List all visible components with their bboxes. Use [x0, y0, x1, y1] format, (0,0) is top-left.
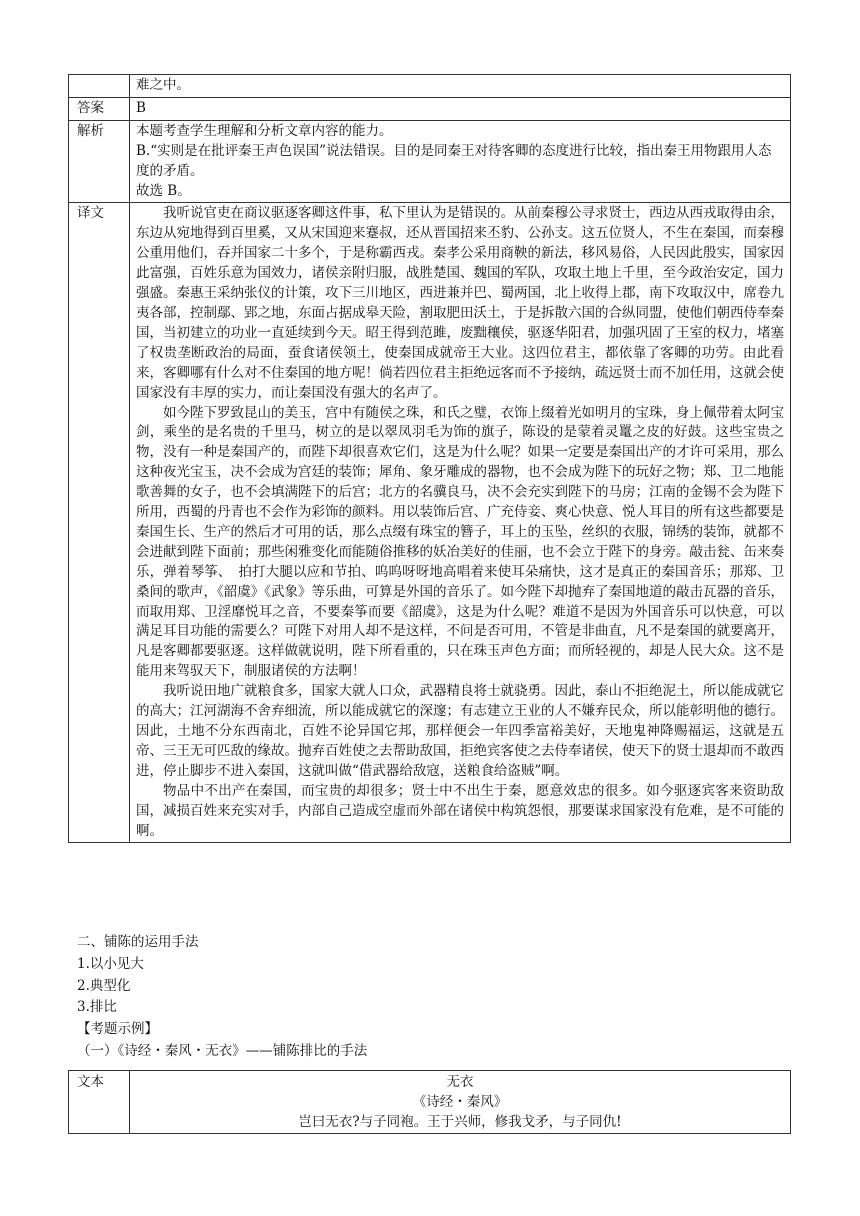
analysis-cell — [130, 120, 791, 203]
analysis-line: B.“实则是在批评秦王声色误国”说法错误。目的是同秦王对待客卿的态度进行比较，指出秦王用物跟用人态度的矛盾。 — [136, 142, 772, 179]
table-row — [69, 120, 791, 203]
section-heading: 二、铺陈的运用手法 — [77, 934, 199, 950]
poem-source: 《诗经・秦风》 — [412, 1094, 508, 1110]
example-table — [68, 1070, 791, 1134]
list-item: 3.排比 — [77, 999, 117, 1016]
continued-text-cell: 难之中。 — [130, 75, 791, 98]
table-row — [69, 1071, 791, 1134]
empty-label-cell — [69, 75, 130, 98]
translation-label: 译文 — [69, 203, 130, 843]
table-row — [69, 97, 791, 120]
example-heading: 【考题示例】 — [77, 1021, 158, 1038]
analysis-line: 故选 B。 — [136, 182, 191, 199]
translation-paragraph: 我听说田地广就粮食多，国家大就人口众，武器精良将士就骁勇。因此，泰山不拒绝泥土，所以能成就它的高大；江河湖海不舍弃细流，所以能成就它的深邃；有志建立王业的人不嫌弃民众，所以能彰明他的德行。因此，土地不分东西南北，百姓不论异国它邦，那样便会一年四季富裕美好，天地鬼神降赐福运，这就是五帝、三王无可匹敌的缘故。抛弃百姓使之去帮助敌国，拒绝宾客使之去侍奉诸侯，使天下的贤士退却而不敢西进，停止脚步不进入秦国，这就叫做“借武器给敌寇，送粮食给盗贼”啊。 — [136, 683, 784, 779]
table-row — [69, 203, 791, 843]
answer-label: 答案 — [69, 97, 130, 120]
text-label: 文本 — [69, 1071, 130, 1134]
translation-paragraph: 如今陛下罗致昆山的美玉，宫中有随侯之珠，和氏之璧，衣饰上缀着光如明月的宝珠，身上佩带着太阿宝剑，乘坐的是名贵的千里马，树立的是以翠凤羽毛为饰的旗子，陈设的是蒙着灵鼍之皮的好鼓。这些宝贵之物，没有一种是秦国产的，而陛下却很喜欢它们，这是为什么呢？如果一定要是秦国出产的才许可采用，那么这种夜光宝玉，决不会成为宫廷的装饰；犀角、象牙雕成的器物，也不会成为陛下的玩好之物；郑、卫二地能歌善舞的女子，也不会填满陛下的后宫；北方的名骥良马，决不会充实到陛下的马房；江南的金锡不会为陛下所用，西蜀的丹青也不会作为彩饰的颜料。用以装饰后宫、广充侍妾、爽心快意、悦人耳目的所有这些都要是秦国生长、生产的然后才可用的话，那么点缀有珠宝的簪子，耳上的玉坠，丝织的衣服，锦绣的装饰，就都不会进献到陛下面前；那些闲雅变化而能随俗推移的妖冶美好的佳丽，也不会立于陛下的身旁。敲击瓮、缶来奏乐，弹着琴筝、 拍打大腿以应和节拍、呜呜呀呀地高唱着来使耳朵痛快，这才是真正的秦国音乐；那郑、卫桑间的歌声，《韶虞》《武象》等乐曲，可算是外国的音乐了。如今陛下却抛弃了秦国地道的敲击瓦器的音乐，而取用郑、卫淫靡悦耳之音，不要秦筝而要《韶虞》，这是为什么呢？难道不是因为外国音乐可以快意，可以满足耳目功能的需要么？可陛下对用人却不是这样，不问是否可用，不管是非曲直，凡不是秦国的就要离开，凡是客卿都要驱逐。这样做就说明，陛下所看重的，只在珠玉声色方面；而所轻视的，却是人民大众。这不是能用来驾驭天下，制服诸侯的方法啊！ — [136, 404, 784, 680]
translation-paragraph: 我听说官吏在商议驱逐客卿这件事，私下里认为是错误的。从前秦穆公寻求贤士，西边从西戎取得由余，东边从宛地得到百里奚，又从宋国迎来蹇叔，还从晋国招来丕豹、公孙支。这五位贤人，不生在秦国，而秦穆公重用他们，吞并国家二十多个，于是称霸西戎。秦孝公采用商鞅的新法，移风易俗，人民因此殷实，国家因此富强，百姓乐意为国效力，诸侯亲附归服，战胜楚国、魏国的军队，攻取土地上千里，至今政治安定，国力强盛。秦惠王采纳张仪的计策，攻下三川地区，西进兼并巴、蜀两国，北上收得上郡，南下攻取汉中，席卷九夷各部，控制鄢、郢之地，东面占据成皋天险，割取肥田沃土，于是拆散六国的合纵同盟，使他们朝西侍奉秦国，当初建立的功业一直延续到今天。昭王得到范雎，废黜穰侯，驱逐华阳君，加强巩固了王室的权力，堵塞了权贵垄断政治的局面，蚕食诸侯领土，使秦国成就帝王大业。这四位君主，都依靠了客卿的功劳。由此看来，客卿哪有什么对不住秦国的地方呢！倘若四位君主拒绝远客而不予接纳，疏远贤士而不加任用，这就会使国家没有丰厚的实力，而让秦国没有强大的名声了。 — [136, 205, 784, 401]
answer-value: B — [130, 97, 791, 120]
poem-title: 无衣 — [446, 1074, 474, 1090]
answer-table — [68, 74, 791, 843]
analysis-line: 本题考查学生理解和分析文章内容的能力。 — [136, 122, 393, 139]
example-subheading: （一）《诗经・秦风・无衣》——铺陈排比的手法 — [77, 1042, 368, 1059]
poem-line: 岂曰无衣?与子同袍。王于兴师，修我戈矛，与子同仇! — [298, 1114, 622, 1130]
techniques-section — [77, 932, 367, 1063]
poem-cell — [130, 1071, 791, 1134]
list-item: 1.以小见大 — [77, 955, 144, 972]
list-item: 2.典型化 — [77, 977, 131, 994]
translation-cell — [130, 203, 791, 843]
analysis-label: 解析 — [69, 120, 130, 203]
translation-paragraph: 物品中不出产在秦国，而宝贵的却很多；贤士中不出生于秦，愿意效忠的很多。如今驱逐宾客来资助敌国，减损百姓来充实对手，内部自己造成空虚而外部在诸侯中构筑怨恨，那要谋求国家没有危难，是不可能的啊。 — [136, 782, 784, 839]
table-row — [69, 75, 791, 98]
